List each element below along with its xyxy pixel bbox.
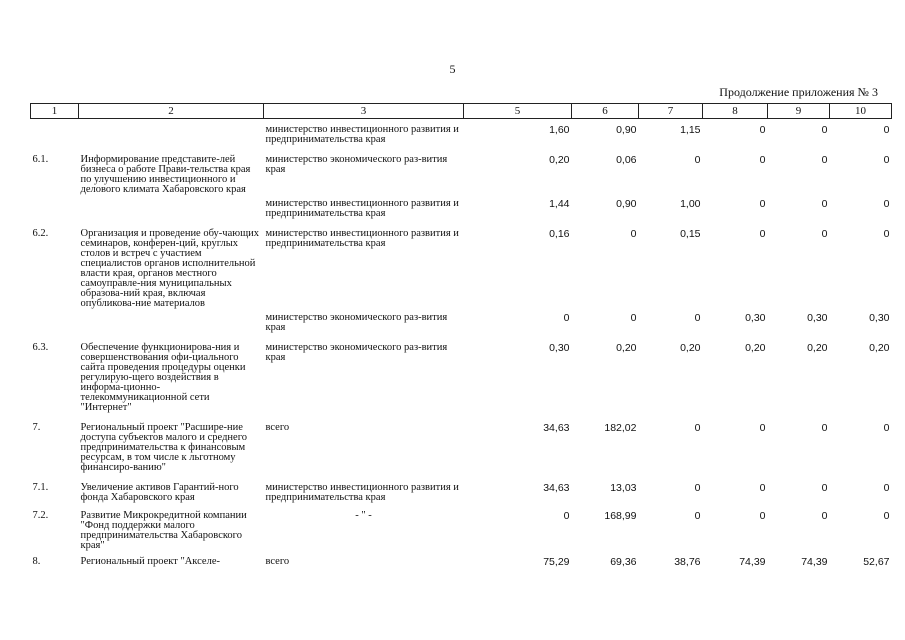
row-value: 0 [563,510,570,522]
row-value: 0 [883,124,890,136]
row-value: 0 [883,422,890,434]
row-index [31,125,79,145]
row-description: Информирование представите-лей бизнеса о работе Прави-тельства края по улучшению инвестиционного и делового климата Хабаровского края [80,154,251,195]
col-header: 8 [703,104,768,119]
row-index: 7. [32,422,41,433]
row-value: 74,39 [739,556,766,568]
row-value: 0 [821,228,828,240]
row-value: 168,99 [604,510,637,522]
row-value: 0,20 [807,342,828,354]
row-value: 0,90 [616,198,637,210]
row-value: 0 [821,124,828,136]
row-value: 13,03 [610,482,637,494]
row-value: 0 [759,154,766,166]
row-value: 0 [759,124,766,136]
row-value: 52,67 [863,556,890,568]
row-value: 0,30 [745,312,766,324]
row-executor: всего [265,556,290,567]
row-value: 0 [883,510,890,522]
table-header-row [31,104,892,119]
row-value: 0,20 [869,342,890,354]
table-row [31,557,892,567]
row-value: 0 [694,312,701,324]
row-executor: - " - [355,510,372,521]
row-value: 74,39 [801,556,828,568]
row-value: 1,44 [549,198,570,210]
row-executor: министерство экономического раз-вития края [265,312,448,333]
row-value: 0,20 [616,342,637,354]
row-value: 0 [694,482,701,494]
budget-table [30,103,892,567]
row-value: 1,60 [549,124,570,136]
table-row [31,423,892,473]
col-header: 9 [768,104,830,119]
row-description: Развитие Микрокредитной компании "Фонд поддержки малого предпринимательства Хабаровского края" [80,510,247,551]
row-value: 0,15 [680,228,701,240]
row-value: 0 [821,510,828,522]
row-executor: министерство экономического раз-вития края [265,342,448,363]
table-row [31,483,892,503]
row-value: 75,29 [543,556,570,568]
row-value: 0 [883,154,890,166]
row-value: 0,30 [549,342,570,354]
row-value: 0,20 [549,154,570,166]
row-value: 0 [630,312,637,324]
row-executor: всего [265,422,290,433]
row-executor: министерство инвестиционного развития и предпринимательства края [265,482,459,503]
row-index: 6.2. [32,228,49,239]
col-header: 5 [464,104,572,119]
row-value: 0 [630,228,637,240]
table-row [31,229,892,309]
row-index [31,199,79,219]
row-description [79,125,264,145]
row-value: 0,30 [807,312,828,324]
col-header: 6 [572,104,639,119]
row-value: 0 [694,154,701,166]
row-value: 0,20 [745,342,766,354]
row-value: 0 [821,198,828,210]
row-value: 1,15 [680,124,701,136]
table-row [31,125,892,145]
table-row [31,343,892,413]
row-description: Организация и проведение обу-чающих семинаров, конферен-ций, круглых столов и встреч с участием специалистов органов исполнительной власти края, органов местного самоуправле-ния муниципальных образова-ний края, включая опубликова-ние материалов [80,228,260,309]
row-value: 0 [883,198,890,210]
table-row [31,199,892,219]
row-value: 0 [821,422,828,434]
row-value: 1,00 [680,198,701,210]
row-executor: министерство экономического раз-вития края [265,154,448,175]
row-value: 182,02 [604,422,637,434]
col-header: 1 [31,104,79,119]
row-value: 0 [694,422,701,434]
row-description: Обеспечение функционирова-ния и совершенствования офи-циального сайта проведения процедуры оценки регулирую-щего воздействия в информа-ционно-телекоммуникационной сети "Интернет" [80,342,246,413]
col-header: 7 [639,104,703,119]
row-description: Увеличение активов Гарантий-ного фонда Хабаровского края [80,482,239,503]
row-value: 0 [759,510,766,522]
row-value: 0,90 [616,124,637,136]
table-row [31,313,892,333]
row-description: Региональный проект "Расшире-ние доступа субъектов малого и среднего предпринимательства к финансовым ресурсам, в том числе к льготному финансиро-ванию" [80,422,247,473]
row-value: 0,20 [680,342,701,354]
col-header: 2 [79,104,264,119]
row-index [31,313,79,333]
row-value: 0 [563,312,570,324]
row-value: 0 [759,228,766,240]
row-value: 0 [694,510,701,522]
row-description [79,313,264,333]
table-row [31,155,892,195]
row-value: 0,30 [869,312,890,324]
row-value: 38,76 [674,556,701,568]
row-value: 0 [883,228,890,240]
row-index: 6.1. [32,154,49,165]
row-value: 0 [759,422,766,434]
row-value: 0 [821,154,828,166]
row-value: 0,16 [549,228,570,240]
row-index: 8. [32,556,41,567]
row-index: 6.3. [32,342,49,353]
col-header: 3 [264,104,464,119]
row-executor: министерство инвестиционного развития и предпринимательства края [265,228,459,249]
row-description: Региональный проект "Акселе- [80,556,220,567]
row-value: 0 [759,482,766,494]
row-value: 0,06 [616,154,637,166]
row-value: 34,63 [543,422,570,434]
col-header: 10 [830,104,892,119]
row-value: 34,63 [543,482,570,494]
row-value: 0 [883,482,890,494]
row-index: 7.1. [32,482,49,493]
continuation-label: Продолжение приложения № 3 [719,85,878,99]
row-description [79,199,264,219]
row-executor: министерство инвестиционного развития и предпринимательства края [265,198,459,219]
row-index: 7.2. [32,510,49,521]
row-value: 69,36 [610,556,637,568]
table-row [31,511,892,551]
row-executor: министерство инвестиционного развития и предпринимательства края [265,124,459,145]
row-value: 0 [821,482,828,494]
row-value: 0 [759,198,766,210]
page-number: 5 [449,62,456,76]
